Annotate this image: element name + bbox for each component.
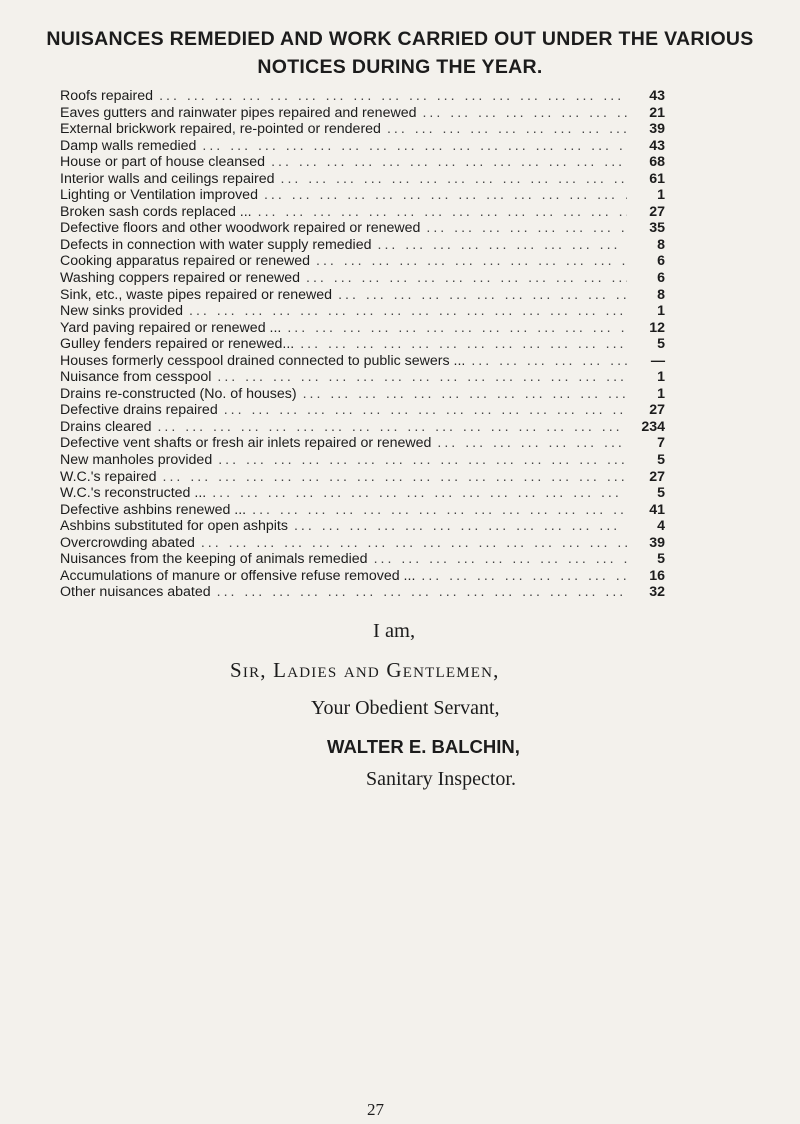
item-count: 68 (649, 154, 665, 171)
list-item (60, 287, 665, 304)
signer-name: WALTER E. BALCHIN, (327, 736, 520, 757)
item-label: New sinks provided (60, 303, 184, 320)
salutation: Sir, Ladies and Gentlemen, (230, 658, 500, 682)
item-count: 234 (641, 418, 665, 435)
list-item (60, 154, 665, 171)
item-label: Roofs repaired (60, 88, 154, 104)
dot-leader (387, 121, 627, 138)
item-label: Damp walls remedied (60, 137, 197, 154)
item-label: Defective vent shafts or fresh air inlets repaired or renewed (60, 435, 432, 452)
dot-leader (378, 237, 628, 254)
item-label: Broken sash cords replaced ... (60, 203, 252, 220)
item-count: 4 (657, 518, 665, 535)
item-count: 41 (649, 501, 665, 518)
item-label: Overcrowding abated (60, 534, 195, 551)
page-heading-line-1: NUISANCES REMEDIED AND WORK CARRIED OUT UNDER THE VARIOUS (46, 28, 754, 50)
dot-leader (218, 452, 627, 469)
dot-leader (437, 435, 627, 452)
dot-leader (252, 502, 627, 519)
list-item (60, 353, 665, 370)
dot-leader (471, 353, 627, 370)
item-label: Other nuisances abated (60, 584, 211, 601)
dot-leader (202, 138, 627, 155)
item-label: Defects in connection with water supply remedied (60, 236, 372, 253)
list-item (60, 320, 665, 337)
list-item (60, 568, 665, 585)
list-item (60, 469, 665, 486)
list-item (60, 253, 665, 270)
item-label: New manholes provided (60, 452, 213, 469)
dot-leader (224, 402, 627, 419)
item-label: Gulley fenders repaired or renewed... (60, 336, 295, 353)
item-count: 35 (649, 220, 665, 237)
list-item (60, 138, 665, 155)
item-label: Interior walls and ceilings repaired (60, 170, 275, 187)
item-label: House or part of house cleansed (60, 154, 266, 171)
item-label: Sink, etc., waste pipes repaired or renewed (60, 286, 333, 303)
dot-leader (287, 320, 627, 337)
item-label: Defective ashbins renewed ... (60, 501, 247, 518)
item-count: 27 (649, 468, 665, 485)
list-item (60, 518, 665, 535)
list-item (60, 121, 665, 138)
dot-leader (422, 105, 627, 122)
dot-leader (157, 419, 627, 436)
item-count: 7 (657, 435, 665, 452)
item-count: 12 (649, 319, 665, 336)
closing-phrase: I am, (373, 620, 416, 642)
item-count: 39 (649, 534, 665, 551)
list-item (60, 336, 665, 353)
dot-leader (421, 568, 627, 585)
dot-leader (303, 386, 627, 403)
dot-leader (426, 220, 627, 237)
item-count: 5 (657, 551, 665, 568)
dot-leader (212, 485, 627, 502)
item-label: Nuisances from the keeping of animals remedied (60, 551, 368, 568)
item-count: 43 (649, 137, 665, 154)
signer-title: Sanitary Inspector. (366, 768, 516, 790)
page-number: 27 (367, 1100, 384, 1119)
item-count: 1 (657, 187, 665, 204)
item-label: W.C.'s repaired (60, 468, 157, 485)
dot-leader (258, 204, 627, 221)
list-item (60, 270, 665, 287)
dot-leader (300, 336, 627, 353)
list-item (60, 419, 665, 436)
item-label: Drains re-constructed (No. of houses) (60, 385, 297, 402)
list-item (60, 551, 665, 568)
dot-leader (306, 270, 627, 287)
item-label: Ashbins substituted for open ashpits (60, 518, 288, 535)
dot-leader (159, 88, 627, 105)
list-item (60, 502, 665, 519)
item-count: 1 (657, 369, 665, 386)
item-count: 27 (649, 203, 665, 220)
item-count: 5 (657, 485, 665, 502)
item-label: Defective floors and other woodwork repaired or renewed (60, 220, 421, 237)
list-item (60, 105, 665, 122)
item-label: Nuisance from cesspool (60, 369, 212, 386)
item-count: 1 (657, 385, 665, 402)
dot-leader (201, 535, 627, 552)
item-label: Lighting or Ventilation improved (60, 187, 258, 204)
valediction: Your Obedient Servant, (311, 697, 500, 719)
item-count: 39 (649, 121, 665, 138)
item-label: W.C.'s reconstructed ... (60, 485, 207, 502)
item-label: Yard paving repaired or renewed ... (60, 319, 282, 336)
list-item (60, 584, 665, 601)
item-count: 61 (649, 170, 665, 187)
item-count: 5 (657, 336, 665, 353)
list-item (60, 386, 665, 403)
list-item (60, 535, 665, 552)
item-count: 8 (657, 286, 665, 303)
list-item (60, 220, 665, 237)
item-label: Accumulations of manure or offensive refuse removed ... (60, 567, 416, 584)
item-count: 5 (657, 452, 665, 469)
list-item (60, 452, 665, 469)
item-count: 21 (649, 104, 665, 121)
item-count: — (650, 352, 665, 369)
dot-leader (217, 369, 627, 386)
list-item (60, 402, 665, 419)
list-item (60, 369, 665, 386)
item-count: 32 (649, 584, 665, 601)
list-item (60, 187, 665, 204)
dot-leader (316, 253, 627, 270)
list-item (60, 237, 665, 254)
dot-leader (281, 171, 628, 188)
item-label: Drains cleared (60, 418, 152, 435)
list-item (60, 171, 665, 188)
item-count: 6 (657, 270, 665, 287)
list-item (60, 435, 665, 452)
dot-leader (264, 187, 627, 204)
item-label: Houses formerly cesspool drained connected to public sewers ... (60, 352, 466, 369)
item-label: Washing coppers repaired or renewed (60, 270, 301, 287)
dot-leader (271, 154, 627, 171)
item-count: 43 (649, 88, 665, 104)
dot-leader (374, 551, 627, 568)
dot-leader (338, 287, 627, 304)
list-item (60, 485, 665, 502)
list-item (60, 204, 665, 221)
item-count: 1 (657, 303, 665, 320)
item-label: Cooking apparatus repaired or renewed (60, 253, 311, 270)
item-count: 27 (649, 402, 665, 419)
list-item (60, 88, 665, 105)
item-count: 6 (657, 253, 665, 270)
page-heading-line-2: NOTICES DURING THE YEAR. (257, 56, 543, 78)
item-count: 8 (657, 236, 665, 253)
nuisance-list (60, 88, 665, 601)
dot-leader (189, 303, 627, 320)
dot-leader (217, 584, 627, 601)
dot-leader (163, 469, 627, 486)
item-label: Defective drains repaired (60, 402, 218, 419)
dot-leader (294, 518, 627, 535)
list-item (60, 303, 665, 320)
item-count: 16 (649, 567, 665, 584)
item-label: Eaves gutters and rainwater pipes repaired and renewed (60, 104, 417, 121)
item-label: External brickwork repaired, re-pointed or rendered (60, 121, 381, 138)
